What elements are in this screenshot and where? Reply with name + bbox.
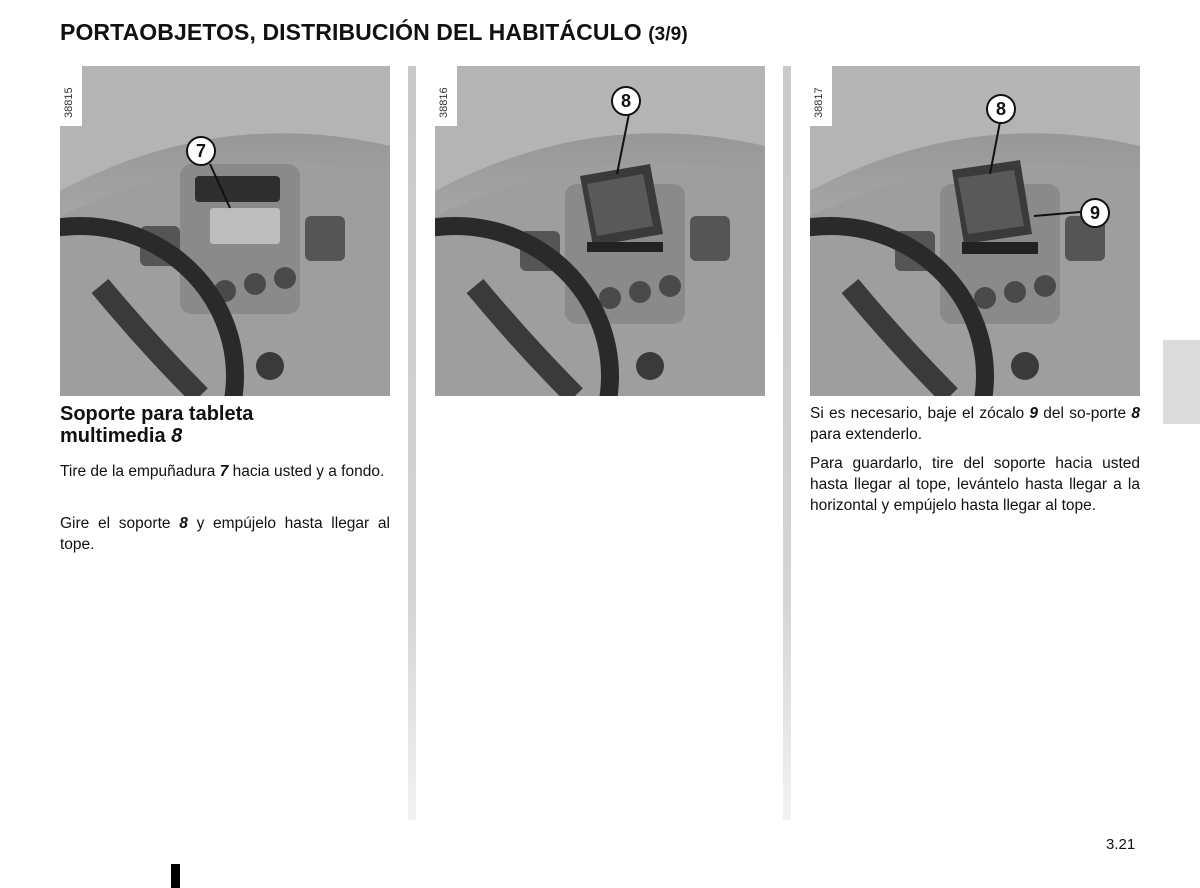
figure-ref-code: 38816 [438, 87, 450, 118]
paragraph-pull-handle [60, 461, 390, 482]
section-heading-text: multimedia [60, 425, 172, 447]
callout-leader-lines [60, 66, 390, 396]
ref-number: 7 [219, 463, 229, 480]
text-run: para extenderlo. [810, 426, 923, 443]
ref-number: 9 [1029, 405, 1039, 422]
figure-ref-code: 38815 [63, 87, 75, 118]
text-run: hacia usted y a fondo. [228, 463, 385, 480]
callout-7: 7 [186, 136, 216, 166]
page-title-suffix: (3/9) [648, 24, 688, 45]
text-run: del so-porte [1038, 405, 1132, 422]
callout-8: 8 [986, 94, 1016, 124]
figure-tablet-holder-open [435, 66, 765, 396]
text-run: Si es necesario, baje el zócalo [810, 405, 1030, 422]
section-heading [60, 403, 390, 447]
text-run: Gire el soporte [60, 515, 180, 532]
figure-dashboard-handle [60, 66, 390, 396]
section-side-tab [1163, 340, 1200, 424]
section-heading-line1: Soporte para tableta [60, 403, 254, 425]
page-title-text: PORTAOBJETOS, DISTRIBUCIÓN DEL HABITÁCULO [60, 19, 642, 45]
callout-leader-lines [810, 66, 1140, 396]
callout-8: 8 [611, 86, 641, 116]
crop-mark [171, 864, 180, 888]
page-number: 3.21 [1106, 836, 1136, 853]
text-run: y empújelo hasta llegar al tope. [60, 515, 390, 553]
column-divider [783, 66, 791, 820]
figure-tablet-holder-extended [810, 66, 1140, 396]
figure-ref-code: 38817 [813, 87, 825, 118]
callout-leader-lines [435, 66, 765, 396]
section-heading-ref: 8 [171, 425, 183, 447]
paragraph-lower-base [810, 403, 1140, 445]
page-title [60, 19, 688, 46]
column-divider [408, 66, 416, 820]
paragraph-store-holder: Para guardarlo, tire del soporte hacia usted hasta llegar al tope, levántelo hasta llegar a la horizontal y empújelo hasta llegar al tope. [810, 455, 1140, 514]
callout-9: 9 [1080, 198, 1110, 228]
ref-number: 8 [1131, 405, 1141, 422]
ref-number: 8 [179, 515, 188, 532]
text-run: Tire de la empuñadura [60, 463, 220, 480]
paragraph-turn-holder [60, 513, 390, 555]
section-heading-line2 [60, 425, 390, 447]
